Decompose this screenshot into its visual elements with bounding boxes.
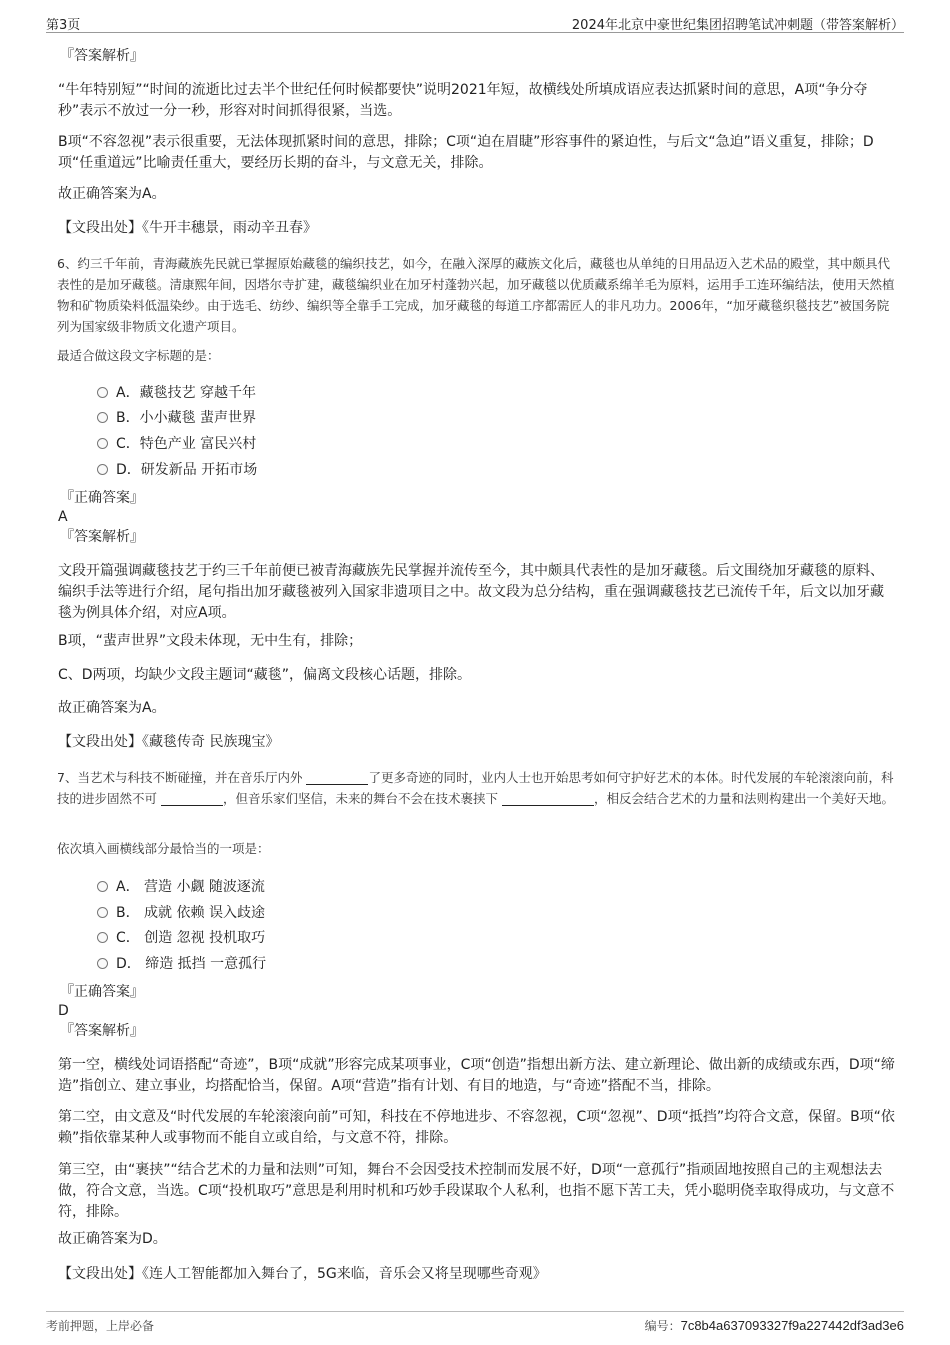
q7-stem: 7、当艺术与科技不断碰撞，并在音乐厅内外 了更多奇迹的同时，业内人士也开始思考如何守护好艺术的本体。时代发展的车轮滚滚向前，科技的进步固然不可 ，但音乐家们坚信，未来的舞台不会在技术裹挟下 ，相反会结合艺术的力量和法则构建出一个美好天地。 xyxy=(57,770,895,806)
document-code: 编号：7c8b4a637093327f9a227442df3ad3e6 xyxy=(644,1318,904,1333)
q5-analysis-p1: “牛年特别短”“时间的流逝比过去半个世纪任何时候都要快”说明2021年短，故横线处所填成语应表达抓紧时间的意思，A项“争分夺秒”表示不放过一分一秒，形容对时间抓得很紧，当选。 xyxy=(58,82,868,119)
q6-conclusion: 故正确答案为A。 xyxy=(58,700,166,716)
blank-1 xyxy=(306,770,368,785)
page-number: 第3页 xyxy=(46,18,81,33)
radio-icon[interactable] xyxy=(97,438,108,449)
q5-analysis-p2: B项“不容忽视”表示很重要，无法体现抓紧时间的意思，排除；C项“迫在眉睫”形容事件的紧迫性，与后文“急迫”语义重复，排除；D项“任重道远”比喻责任重大，要经历长期的奋斗，与文意无关，排除。 xyxy=(58,134,874,171)
q7-analysis-p2: 第二空，由文意及“时代发展的车轮滚滚向前”可知，科技在不停地进步、不容忽视，C项“忽视”、D项“抵挡”均符合文意，保留。B项“依赖”指依靠某种人或事物而不能自立或自给，与文意不符，排除。 xyxy=(58,1109,895,1146)
q7-correct-label: 『正确答案』 xyxy=(60,984,144,1000)
q7-option-d[interactable]: D． 缔造 抵挡 一意孤行 xyxy=(97,955,266,973)
q7-conclusion: 故正确答案为D。 xyxy=(58,1231,167,1247)
q6-source: 【文段出处】《藏毯传奇 民族瑰宝》 xyxy=(58,734,280,750)
q6-option-c[interactable]: C．特色产业 富民兴村 xyxy=(97,435,256,453)
blank-3 xyxy=(502,791,594,806)
q7-correct-answer: D xyxy=(58,1003,69,1019)
q6-option-b[interactable]: B．小小藏毯 蜚声世界 xyxy=(97,409,256,427)
blank-2 xyxy=(161,791,223,806)
radio-icon[interactable] xyxy=(97,881,108,892)
radio-icon[interactable] xyxy=(97,387,108,398)
q6-stem: 6、约三千年前，青海藏族先民就已掌握原始藏毯的编织技艺，如今，在融入深厚的藏族文化后，藏毯也从单纯的日用品迈入艺术品的殿堂，其中颇具代表性的是加牙藏毯。清康熙年间，因塔尔寺扩建，藏毯编织业在加牙村蓬勃兴起，加牙藏毯以优质藏系绵羊毛为原料，运用手工连环编结法，使用天然植物和矿物质染料低温染纱。由于选毛、纺纱、编织等全靠手工完成，加牙藏毯的每道工序都需匠人的非凡功力。2006年，“加牙藏毯织毯技艺”被国务院列为国家级非物质文化遗产项目。 xyxy=(57,256,895,334)
radio-icon[interactable] xyxy=(97,464,108,475)
q6-correct-answer: A xyxy=(58,509,68,525)
document-title: 2024年北京中豪世纪集团招聘笔试冲刺题（带答案解析） xyxy=(571,18,904,33)
q7-analysis-p1: 第一空，横线处词语搭配“奇迹”，B项“成就”形容完成某项事业，C项“创造”指想出新方法、建立新理论、做出新的成绩或东西，D项“缔造”指创立、建立事业，均搭配恰当，保留。A项“营造”指有计划、有目的地造，与“奇迹”搭配不当，排除。 xyxy=(58,1057,895,1094)
radio-icon[interactable] xyxy=(97,958,108,969)
footer-note: 考前押题，上岸必备 xyxy=(46,1319,155,1333)
q6-option-a[interactable]: A．藏毯技艺 穿越千年 xyxy=(97,384,256,402)
radio-icon[interactable] xyxy=(97,932,108,943)
q7-prompt: 依次填入画横线部分最恰当的一项是： xyxy=(57,841,270,856)
q6-correct-label: 『正确答案』 xyxy=(60,490,144,506)
q5-analysis-label: 『答案解析』 xyxy=(60,48,144,64)
q5-source: 【文段出处】《牛开丰穗景，雨动辛丑春》 xyxy=(58,220,317,236)
q7-option-c[interactable]: C． 创造 忽视 投机取巧 xyxy=(97,929,265,947)
q7-analysis-p3: 第三空，由“裹挟”“结合艺术的力量和法则”可知，舞台不会因受技术控制而发展不好，D项“一意孤行”指顽固地按照自己的主观想法去做，符合文意，当选。C项“投机取巧”意思是利用时机和巧妙手段谋取个人私利，也指不愿下苦工夫，凭小聪明侥幸取得成功，与文意不符，排除。 xyxy=(58,1162,895,1220)
page-footer xyxy=(46,1311,904,1336)
q6-analysis-p1: 文段开篇强调藏毯技艺于约三千年前便已被青海藏族先民掌握并流传至今，其中颇具代表性的是加牙藏毯。后文围绕加牙藏毯的原料、编织手法等进行介绍，尾句指出加牙藏毯被列入国家非遗项目之中。故文段为总分结构，重在强调藏毯技艺已流传千年，后文以加牙藏毯为例具体介绍，对应A项。 xyxy=(58,563,884,621)
page-header xyxy=(46,10,904,33)
q7-analysis-label: 『答案解析』 xyxy=(60,1023,144,1039)
radio-icon[interactable] xyxy=(97,412,108,423)
q5-conclusion: 故正确答案为A。 xyxy=(58,186,166,202)
q6-analysis-p3: C、D两项，均缺少文段主题词“藏毯”，偏离文段核心话题，排除。 xyxy=(58,667,472,683)
q6-analysis-p2: B项，“蜚声世界”文段未体现，无中生有，排除； xyxy=(58,633,363,649)
q6-prompt: 最适合做这段文字标题的是： xyxy=(57,348,220,363)
q6-option-d[interactable]: D．研发新品 开拓市场 xyxy=(97,461,257,479)
q7-source: 【文段出处】《连人工智能都加入舞台了，5G来临，音乐会又将呈现哪些奇观》 xyxy=(58,1266,547,1282)
q7-option-a[interactable]: A． 营造 小觑 随波逐流 xyxy=(97,878,265,896)
q6-analysis-label: 『答案解析』 xyxy=(60,529,144,545)
q7-option-b[interactable]: B． 成就 依赖 误入歧途 xyxy=(97,904,265,922)
radio-icon[interactable] xyxy=(97,907,108,918)
